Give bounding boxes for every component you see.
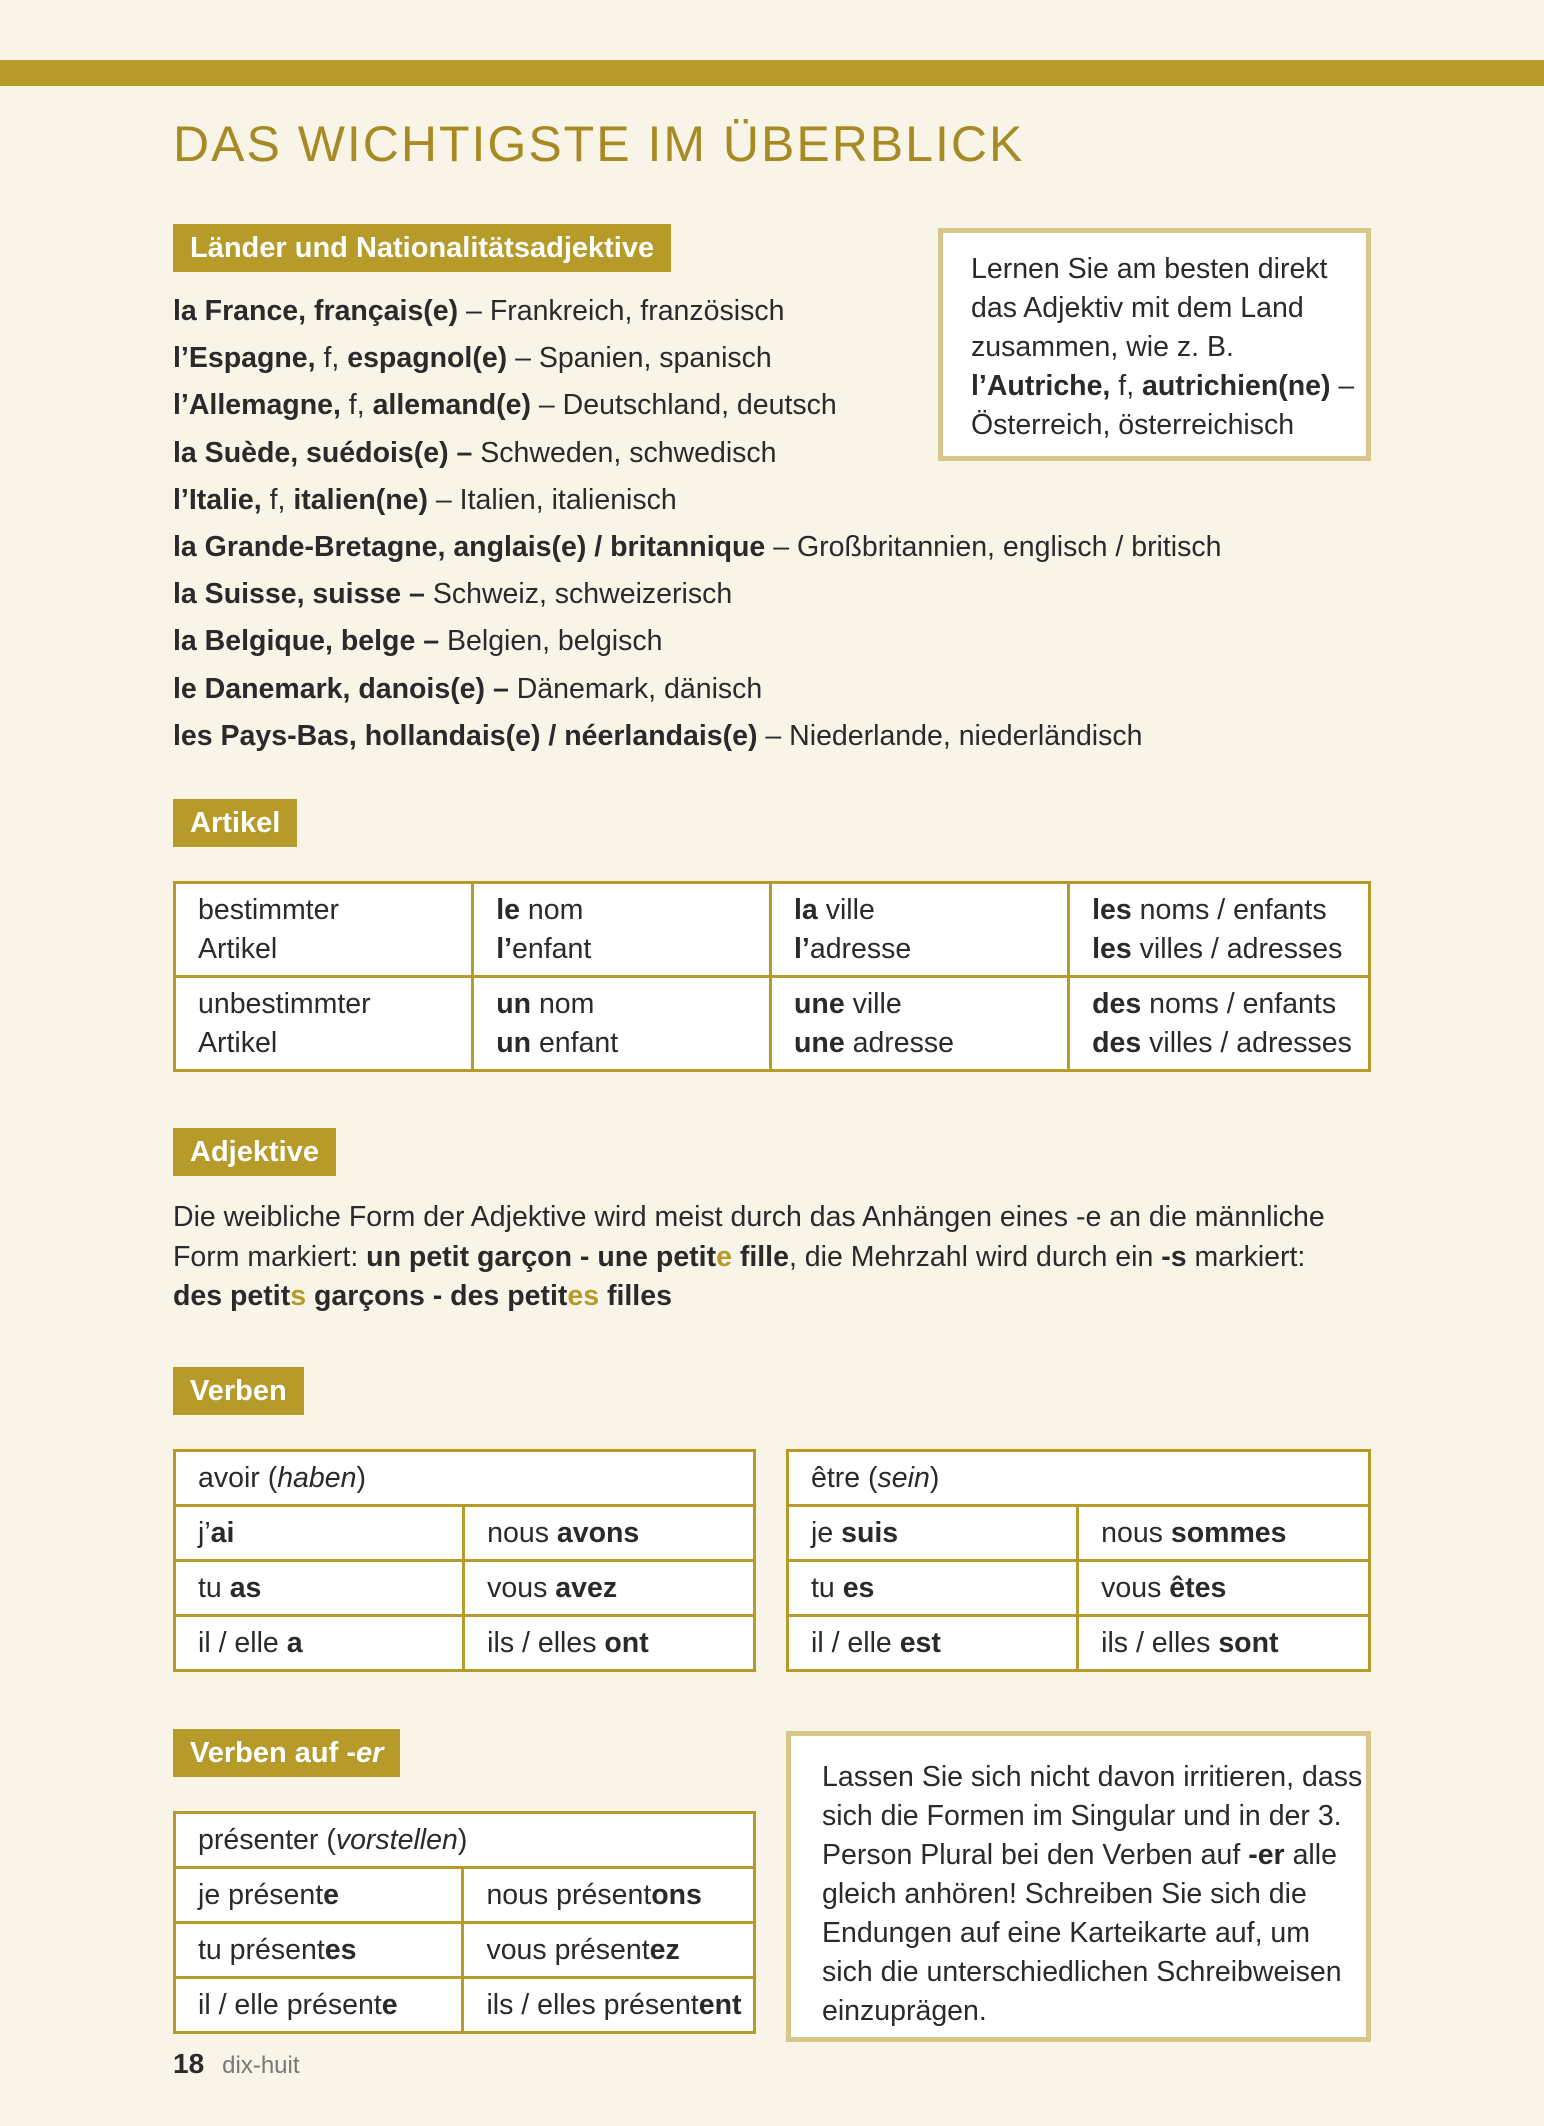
table-row: présenter (vorstellen) (175, 1813, 755, 1868)
table-row: il / elle a ils / elles ont (175, 1616, 755, 1671)
table-row: tu présentes vous présentez (175, 1923, 755, 1978)
table-row: j’ai nous avons (175, 1506, 755, 1561)
article-table (173, 881, 1371, 1072)
table-row: il / elle est ils / elles sont (788, 1616, 1370, 1671)
list-item: les Pays-Bas, hollandais(e) / néerlandais(e) – Niederlande, niederländisch (173, 719, 1143, 752)
section-label-countries: Länder und Nationalitätsadjektive (173, 224, 671, 272)
list-item: la Suède, suédois(e) – Schweden, schwedisch (173, 436, 777, 469)
section-label-articles: Artikel (173, 799, 297, 847)
table-row: tu es vous êtes (788, 1561, 1370, 1616)
list-item: la Suisse, suisse – Schweiz, schweizerisch (173, 578, 733, 611)
list-item: l’Allemagne, f, allemand(e) – Deutschland, deutsch (173, 389, 837, 422)
presenter-conjugation-table (173, 1811, 756, 2034)
tip-box-er-verbs: Lassen Sie sich nicht davon irritieren, dass sich die Formen im Singular und in der 3. Person Plural bei den Verben auf -er alle gleich anhören! Schreiben Sie sich die Endungen auf eine Karteikarte auf, um sich die unterschiedlichen Schreibweisen einzuprägen. (786, 1731, 1371, 2042)
section-label-er-verbs: Verben auf -er (173, 1729, 400, 1777)
table-row: être (sein) (788, 1451, 1370, 1506)
list-item: la Grande-Bretagne, anglais(e) / britannique – Großbritannien, englisch / britisch (173, 530, 1222, 563)
adjective-explanation: Die weibliche Form der Adjektive wird meist durch das Anhängen eines -e an die männliche Form markiert: un petit garçon - une petite fille, die Mehrzahl wird durch ein -s markiert: des petits garçons - des petites filles (173, 1201, 1325, 1312)
table-row: bestimmter Artikel le nom l’enfant la ville l’adresse les noms / enfants les villes / adresses (175, 883, 1370, 977)
table-row: je suis nous sommes (788, 1506, 1370, 1561)
top-accent-bar (0, 60, 1544, 86)
table-row: unbestimmter Artikel un nom un enfant une ville une adresse des noms / enfants des villes / adresses (175, 977, 1370, 1071)
list-item: le Danemark, danois(e) – Dänemark, dänisch (173, 672, 763, 705)
page-number: 18 (173, 2048, 205, 2079)
tip-box-countries: Lernen Sie am besten direkt das Adjektiv mit dem Land zusammen, wie z. B. l’Autriche, f, autrichien(ne) – Österreich, österreichisch (938, 228, 1371, 461)
page-footer (173, 2048, 300, 2080)
table-row: avoir (haben) (175, 1451, 755, 1506)
page-title: DAS WICHTIGSTE IM ÜBERBLICK (173, 116, 1025, 172)
section-label-verbs: Verben (173, 1367, 304, 1415)
table-row: il / elle présente ils / elles présentent (175, 1978, 755, 2033)
list-item: l’Italie, f, italien(ne) – Italien, italienisch (173, 483, 677, 516)
etre-conjugation-table (786, 1449, 1371, 1672)
avoir-conjugation-table (173, 1449, 756, 1672)
list-item: la France, français(e) – Frankreich, französisch (173, 295, 785, 327)
section-label-adjectives: Adjektive (173, 1128, 336, 1176)
list-item: l’Espagne, f, espagnol(e) – Spanien, spanisch (173, 342, 772, 375)
table-row: je présente nous présentons (175, 1868, 755, 1923)
table-row: tu as vous avez (175, 1561, 755, 1616)
page-number-word: dix-huit (222, 2052, 300, 2079)
list-item: la Belgique, belge – Belgien, belgisch (173, 625, 663, 658)
